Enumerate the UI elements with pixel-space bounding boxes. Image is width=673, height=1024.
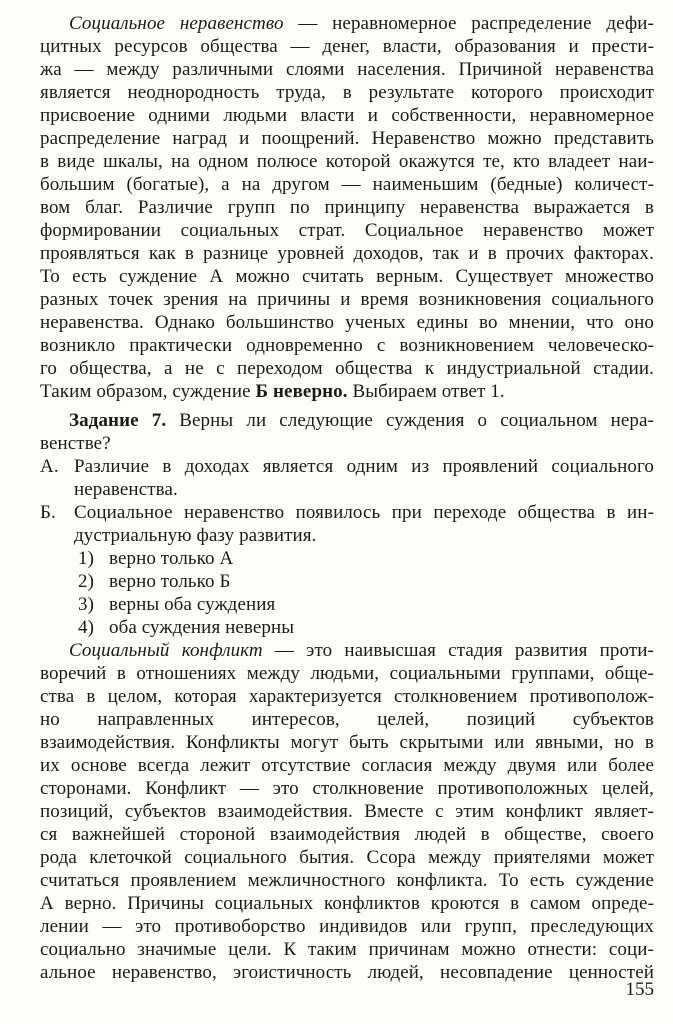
text-run: социально значимые цели. К таким причинам можно отнести: соци- [40,939,654,960]
text-run: в виде шкалы, на одном полюсе которой окажутся те, кто владеет наи- [40,151,654,172]
text-line [40,616,654,639]
text-line [40,311,654,334]
text-run: формировании социальных страт. Социальное неравенство может [40,220,654,241]
text-line [40,662,654,685]
text-run: их основе всегда лежит отсутствие согласия между двумя или более [40,755,654,776]
text-line [40,478,654,501]
text-run: Таким образом, суждение [40,381,256,402]
text-line [40,501,654,524]
text-run: верны оба суждения [109,594,276,615]
text-run: го общества, а не с переходом общества к индустриальной стадии. [40,358,654,379]
text-line [40,547,654,570]
paragraph-social-inequality [40,12,654,403]
text-line [40,639,654,662]
text-line [40,81,654,104]
text-line [40,265,654,288]
text-line [40,104,654,127]
text-line [40,173,654,196]
text-line [40,685,654,708]
text-line [40,570,654,593]
text-run: разных точек зрения на причины и время возникновения социального [40,289,654,310]
text-run: — это наивысшая стадия развития проти- [262,640,654,661]
text-line [40,150,654,173]
page-number: 155 [625,979,654,1000]
text-line [40,708,654,731]
text-line [40,800,654,823]
text-line [40,334,654,357]
text-line [40,196,654,219]
text-line [40,58,654,81]
task-7-heading [40,409,654,455]
text-line [40,357,654,380]
text-line [40,524,654,547]
text-run: Выбираем ответ 1. [347,381,505,402]
list-marker: Б. [40,502,56,523]
text-run: дустриальную фазу развития. [74,525,317,546]
text-run: вом благ. Различие групп по принципу неравенства выражается в [40,197,654,218]
text-run: распределение наград и поощрений. Неравенство можно представить [40,128,654,149]
text-line [40,380,654,403]
text-run: рода клеточкой социального бытия. Ссора между приятелями может [40,847,654,868]
italic-term: Социальное неравенство [69,13,284,34]
text-line [40,219,654,242]
text-run: верно только А [109,548,234,569]
text-line [40,127,654,150]
text-run: верно только Б [109,571,231,592]
text-run: проявляться как в разнице уровней доходов, так и в прочих факторах. [40,243,654,264]
text-run: жа — между различными слоями населения. Причиной неравенства [40,59,654,80]
page-text-block [40,12,654,984]
text-line [40,823,654,846]
text-run: оба суждения неверны [109,617,295,638]
statement-a [40,455,654,501]
text-line [40,409,654,432]
text-run: Социальное неравенство появилось при переходе общества в ин- [74,502,654,523]
text-run: возникло практически одновременно с возникновением человеческо- [40,335,654,356]
paragraph-social-conflict [40,639,654,984]
text-run: — неравномерное распределение дефи- [283,13,654,34]
text-line [40,754,654,777]
answer-options [40,547,654,639]
text-run: ся важнейшей стороной взаимодействия людей в обществе, своего [40,824,654,845]
text-line [40,12,654,35]
list-marker: А. [40,456,59,477]
text-line [40,432,654,455]
text-run: присвоение одними людьми власти и собственности, неравномерное [40,105,654,126]
option-number: 2) [78,571,95,592]
bold-text: Задание 7. [69,410,167,431]
text-run: венстве? [40,433,111,454]
statement-b [40,501,654,547]
text-line [40,731,654,754]
text-line [40,35,654,58]
text-run: альное неравенство, эгоистичность людей, несовпадение ценностей [40,962,654,983]
text-run: большим (богатые), а на другом — наименьшим (бедные) количест- [40,174,654,195]
text-line [40,777,654,800]
text-line [40,288,654,311]
text-run: позиций, субъектов взаимодействия. Вместе с этим конфликт являет- [40,801,654,822]
text-line [40,593,654,616]
option-number: 1) [78,548,95,569]
text-line [40,242,654,265]
text-run: Верны ли следующие суждения о социальном нера- [166,410,654,431]
text-run: То есть суждение А можно считать верным. Существует множество [40,266,654,287]
option-number: 3) [78,594,95,615]
bold-text: Б неверно. [255,381,348,402]
text-run: неравенства. Однако большинство ученых едины во мнении, что оно [40,312,654,333]
text-line [40,846,654,869]
text-run: Различие в доходах является одним из проявлений социального [74,456,654,477]
text-run: неравенства. [74,479,178,500]
text-run: но направленных интересов, целей, позиций субъектов [40,709,654,730]
text-run: сторонами. Конфликт — это столкновение противоположных целей, [40,778,654,799]
text-run: А верно. Причины социальных конфликтов кроются в самом опреде- [40,893,654,914]
text-run: ства в целом, которая характеризуется столкновением противополож- [40,686,654,707]
text-line [40,915,654,938]
text-run: считаться проявлением межличностного конфликта. То есть суждение [40,870,654,891]
text-run: лении — это противоборство индивидов или групп, преследующих [40,916,654,937]
text-line [40,455,654,478]
option-number: 4) [78,617,95,638]
text-line [40,938,654,961]
text-run: является неоднородность труда, в результате которого происходит [40,82,654,103]
italic-term: Социальный конфликт [69,640,263,661]
text-run: цитных ресурсов общества — денег, власти, образования и прести- [40,36,654,57]
text-line [40,869,654,892]
text-run: взаимодействия. Конфликты могут быть скрытыми или явными, но в [40,732,654,753]
text-line [40,892,654,915]
text-run: воречий в отношениях между людьми, социальными группами, обще- [40,663,654,684]
